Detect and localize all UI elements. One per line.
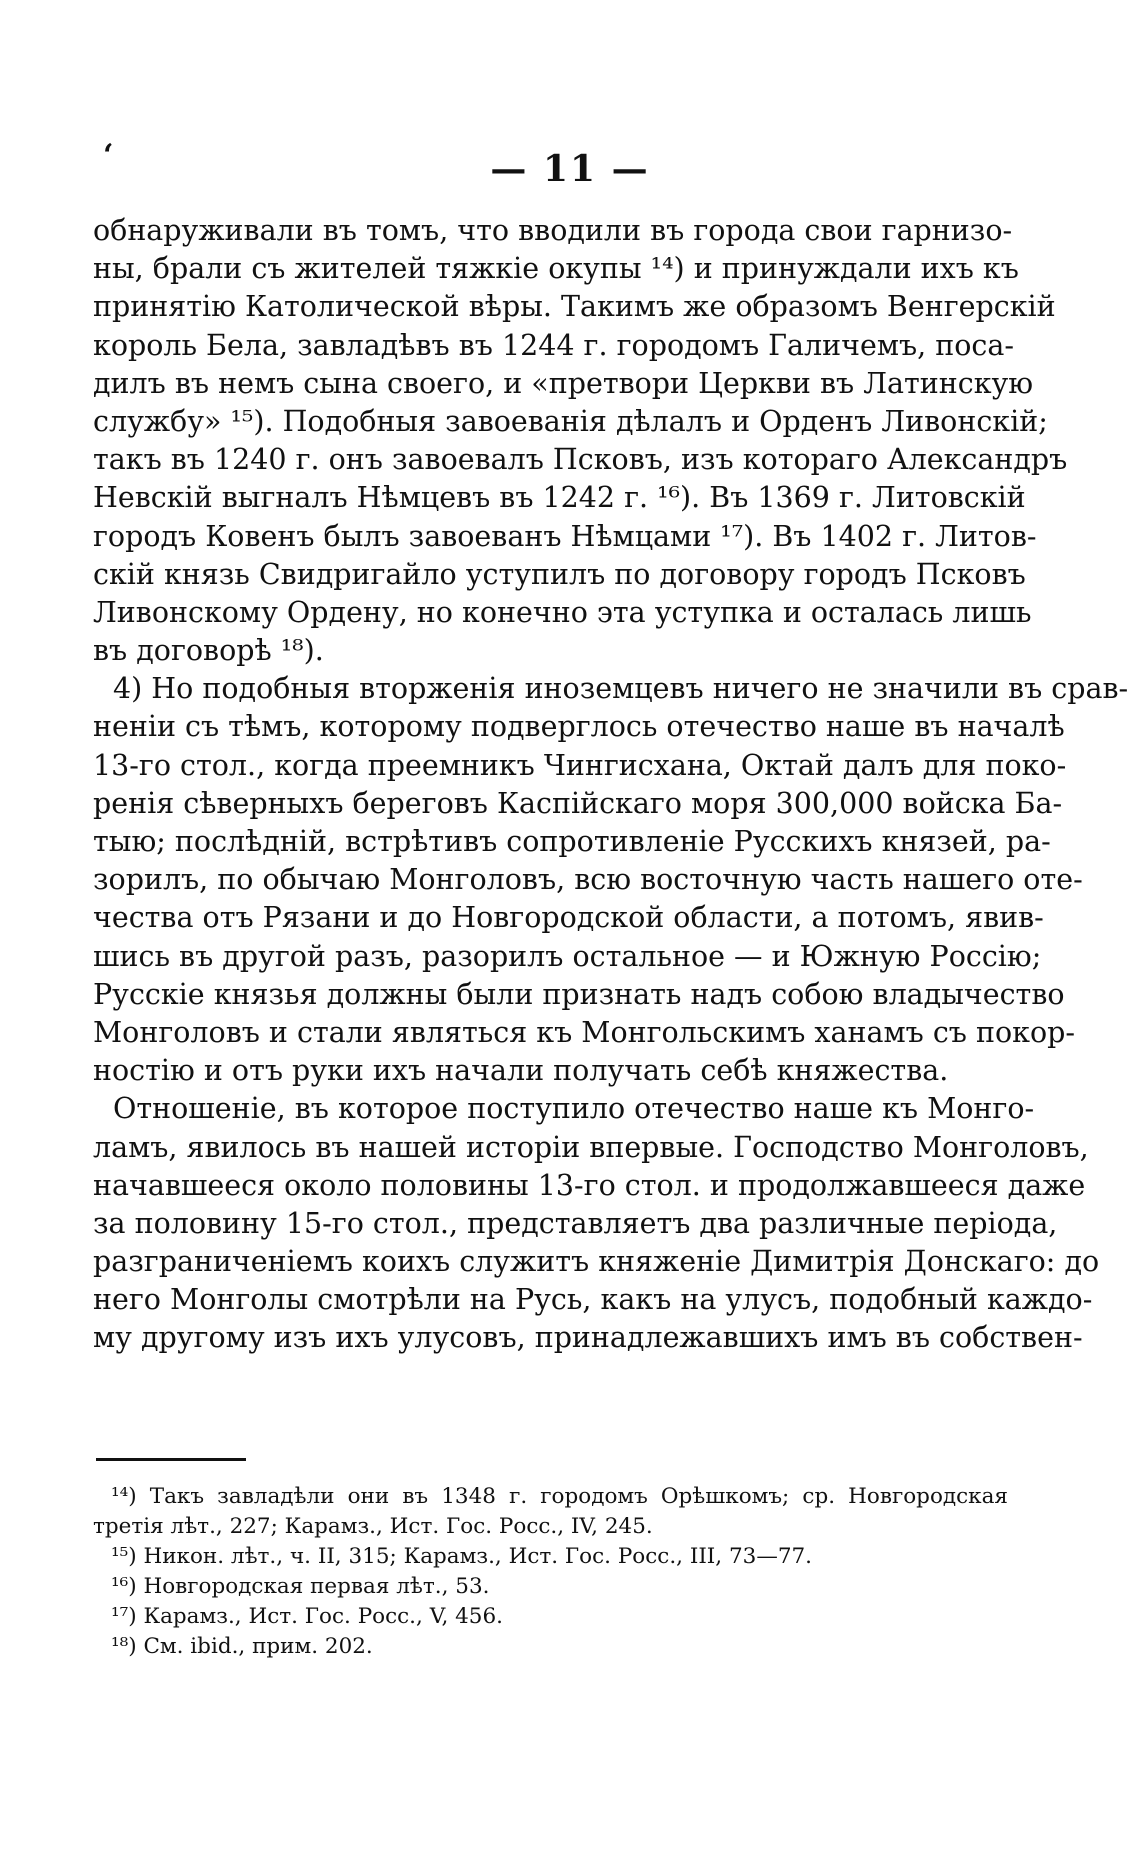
page-number: — 11 — [490,148,650,190]
text-line: скій князь Свидригайло уступилъ по договору городъ Псковъ [93,557,1026,591]
text-line: дилъ въ немъ сына своего, и «претвори Церкви въ Латинскую [93,366,1034,400]
text-line: зорилъ, по обычаю Монголовъ, всю восточную часть нашего оте- [93,863,1083,897]
text-line: шись въ другой разъ, разорилъ остальное — и Южную Россію; [93,939,1042,973]
text-line: Невскій выгналъ Нѣмцевъ въ 1242 г. ¹⁶). Въ 1369 г. Литовскій [93,481,1026,515]
text-line: него Монголы смотрѣли на Русь, какъ на улусъ, подобный каждо- [93,1283,1093,1317]
text-line: 13-го стол., когда преемникъ Чингисхана, Октай далъ для поко- [93,748,1067,782]
text-line: тыю; послѣдній, встрѣтивъ сопротивленіе Русскихъ князей, ра- [93,825,1051,858]
footnote-line: ¹⁵) Никон. лѣт., ч. II, 315; Карамз., Ист. Гос. Росс., III, 73—77. [111,1544,813,1569]
footnotes [93,1482,1008,1662]
corner-mark: ‘ [103,138,114,173]
text-line: принятію Католической вѣры. Такимъ же образомъ Венгерскій [93,290,1056,324]
text-line: такъ въ 1240 г. онъ завоевалъ Псковъ, изъ котораго Александръ [93,443,1068,477]
text-line: му другому изъ ихъ улусовъ, принадлежавшихъ имъ въ собствен- [93,1321,1083,1355]
main-text [93,212,1129,1358]
text-line: Отношеніе, въ которое поступило отечество наше къ Монго- [113,1092,1035,1126]
text-line: Русскіе князья должны были признать надъ собою владычество [93,977,1065,1011]
footnote-line: ¹⁸) См. ibid., прим. 202. [111,1634,373,1659]
text-line: за половину 15-го стол., представляетъ два различные періода, [93,1206,1058,1240]
text-line: разграниченіемъ коихъ служитъ княженіе Димитрія Донскаго: до [93,1245,1100,1279]
text-line: городъ Ковенъ былъ завоеванъ Нѣмцами ¹⁷). Въ 1402 г. Литов- [93,519,1037,553]
text-line: Ливонскому Ордену, но конечно эта уступка и осталась лишь [93,595,1032,629]
footnote-line: ¹⁶) Новгородская первая лѣт., 53. [111,1574,490,1599]
text-line: ностію и отъ руки ихъ начали получать себѣ княжества. [93,1054,949,1088]
text-line: король Бела, завладѣвъ въ 1244 г. городомъ Галичемъ, поса- [93,328,1014,362]
text-line: начавшееся около половины 13-го стол. и продолжавшееся даже [93,1168,1086,1202]
text-line: чества отъ Рязани и до Новгородской области, а потомъ, явив- [93,901,1044,935]
text-line: ламъ, явилось въ нашей исторіи впервые. Господство Монголовъ, [93,1130,1089,1164]
text-line: службу» ¹⁵). Подобныя завоеванія дѣлалъ и Орденъ Ливонскій; [93,404,1048,438]
text-line: ны, брали съ жителей тяжкіе окупы ¹⁴) и принуждали ихъ къ [93,252,1019,286]
text-line: обнаруживали въ томъ, что вводили въ города свои гарнизо- [93,214,1013,247]
text-line: въ договорѣ ¹⁸). [93,634,324,668]
text-line: 4) Но подобныя вторженія иноземцевъ ничего не значили въ срав- [113,672,1129,706]
footnote-line: ¹⁷) Карамз., Ист. Гос. Росс., V, 456. [111,1604,503,1629]
text-line: Монголовъ и стали являться къ Монгольскимъ ханамъ съ покор- [93,1015,1075,1049]
text-line: неніи съ тѣмъ, которому подверглось отечество наше въ началѣ [93,710,1065,744]
footnote-line: ¹⁴) Такъ завладѣли они въ 1348 г. городомъ Орѣшкомъ; ср. Новгородская [111,1484,1008,1509]
footnote-divider [96,1458,246,1461]
footnote-line: третія лѣт., 227; Карамз., Ист. Гос. Росс., IV, 245. [93,1514,653,1539]
text-line: ренія сѣверныхъ береговъ Каспійскаго моря 300,000 войска Ба- [93,786,1063,820]
